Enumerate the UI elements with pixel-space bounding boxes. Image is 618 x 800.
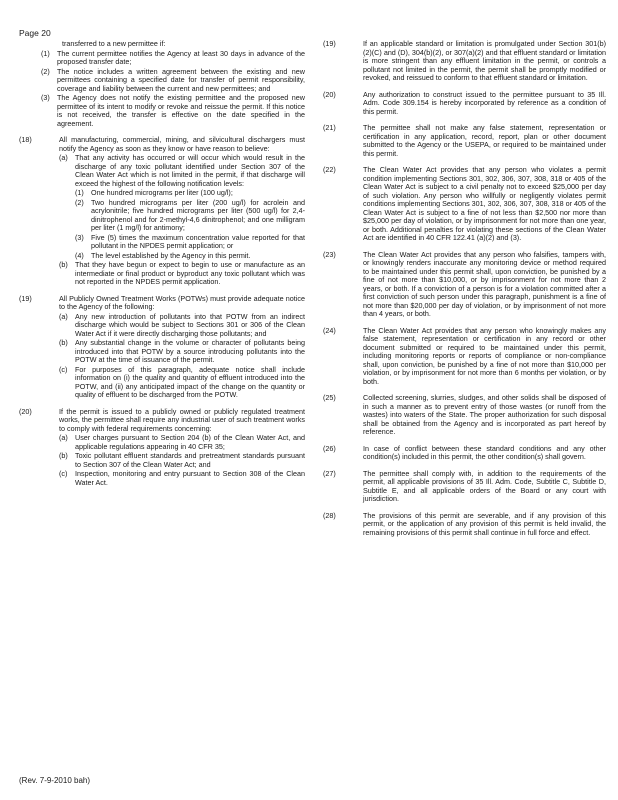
item-text: The permittee shall comply with, in addition to the requirements of the permit, all applicable provisions of 35 Ill. Adm. Code, Subtitle C, Subtitle D, Subtitle E, and all applicable orders of the Board or any court with jurisdiction.: [363, 468, 606, 503]
condition-24: [323, 327, 606, 387]
condition-26: [323, 445, 606, 462]
item-text: Any substantial change in the volume or character of pollutants being introduced into that POTW by a source introducing pollutants into the POTW at the time of issuance of the permit.: [75, 338, 305, 364]
condition-21: [323, 124, 606, 158]
item-label: (1): [41, 48, 50, 58]
page-number: Page 20: [19, 28, 51, 38]
item-number: (19): [19, 293, 32, 303]
condition-27: [323, 470, 606, 504]
condition-23: [323, 251, 606, 319]
list-item: [59, 452, 305, 469]
item-number: (23): [323, 249, 336, 259]
list-item: [59, 470, 305, 487]
condition-20-left: [19, 408, 305, 488]
list-item: [75, 234, 305, 251]
condition-19-left: [19, 295, 305, 400]
item-text: The notice includes a written agreement between the existing and new permittees containing a specified date for transfer of permit responsibility, coverage and liability between the current and new permittees; and: [57, 66, 305, 93]
item-number: (26): [323, 443, 336, 453]
list-item: [41, 68, 305, 94]
item-text: All Publicly Owned Treatment Works (POTWs) must provide adequate notice to the Agency of the following:: [59, 293, 305, 311]
list-item: [75, 199, 305, 233]
list-item: [75, 189, 305, 198]
item-label: (4): [75, 250, 84, 260]
list-item: [59, 154, 305, 260]
item-text: Toxic pollutant effluent standards and pretreatment standards pursuant to Section 307 of the Clean Water Act; and: [75, 451, 305, 469]
list-item: [59, 261, 305, 287]
item-text: The Agency does not notify the existing permittee and the proposed new permittee of its intent to modify or revoke and reissue the permit. If this notice is not received, the transfer is effective on the date specified in the agreement.: [57, 93, 305, 128]
item-number: (18): [19, 135, 32, 144]
item-number: (21): [323, 123, 336, 132]
item-text: The Clean Water Act provides that any person who knowingly makes any false statement, representation or certification in any record or other document submitted or required to be maintained under this permit, including monitoring reports or reports of compliance or non-compliance shall, upon conviction, be punished by a fine of not more than $10,000 per violation, or by imprisonment for not more than 6 months per violation, or by both.: [363, 325, 606, 386]
item-label: (3): [41, 93, 50, 102]
item-number: (27): [323, 468, 336, 478]
item-label: (3): [75, 232, 84, 242]
item-text: The current permittee notifies the Agency at least 30 days in advance of the proposed transfer date;: [57, 48, 305, 66]
right-column: [323, 40, 606, 545]
item-text: One hundred micrograms per liter (100 ug/l);: [91, 188, 233, 197]
item-label: (c): [59, 364, 68, 374]
item-text: Inspection, monitoring and entry pursuant to Section 308 of the Clean Water Act.: [75, 469, 305, 487]
item-text: The permittee shall not make any false statement, representation or certification in any application, record, report, plan or other document submitted to the Agency or the USEPA, or required to be maintained under this permit.: [363, 123, 606, 158]
item-text: Collected screening, slurries, sludges, and other solids shall be disposed of in such a manner as to prevent entry of those wastes (or runoff from the wastes) into waters of the State. The proper authorization for such disposal shall be obtained from the Agency and is incorporated as part hereof by reference.: [363, 393, 606, 436]
list-item: [59, 339, 305, 365]
item-number: (20): [19, 406, 32, 416]
item-label: (a): [59, 311, 68, 321]
item-text: Any new introduction of pollutants into that POTW from an indirect discharge which would be subject to Sections 301 or 306 of the Clean Water Act if it were directly discharging those pollutants; and: [75, 311, 305, 338]
item-text: The Clean Water Act provides that any person who falsifies, tampers with, or knowingly renders inaccurate any monitoring device or method required to be maintained under this permit shall, upon conviction, be punished by a fine of not more than $10,000, or by imprisonment for not more than 2 years, or both. If a conviction of a person is for a violation committed after a first conviction of such person under this paragraph, punishment is a fine of not more than $20,000 per day of violation, or by imprisonment of not more than 4 years, or both.: [363, 249, 606, 318]
item-number: (24): [323, 325, 336, 335]
condition-28: [323, 512, 606, 538]
item-text: That they have begun or expect to begin to use or manufacture as an intermediate or final product or byproduct any toxic pollutant which was not reported in the NPDES permit application.: [75, 260, 305, 286]
list-item: [59, 313, 305, 339]
item-label: (b): [59, 338, 68, 347]
list-item: [41, 50, 305, 67]
item-label: (c): [59, 469, 68, 478]
continued-intro: transferred to a new permittee if:: [62, 39, 166, 48]
list-item: [59, 434, 305, 451]
item-label: (b): [59, 260, 68, 269]
item-number: (20): [323, 89, 336, 99]
item-text: In case of conflict between these standard conditions and any other condition(s) included in this permit, the other condition(s) shall govern.: [363, 443, 606, 461]
item-text: If the permit is issued to a publicly owned or publicly regulated treatment works, the permittee shall require any industrial user of such treatment works to comply with federal requirements concerning:: [59, 406, 305, 433]
condition-22: [323, 166, 606, 243]
item-text: Two hundred micrograms per liter (200 ug/l) for acrolein and acrylonitrile; five hundred micrograms per liter (500 ug/l) for 2,4-dinitrophenol and for 2-methyl-4,6 dinitrophenol; and one milligram per liter (1 mg/l) for antimony;: [91, 197, 305, 232]
revision-note: (Rev. 7-9-2010 bah): [19, 776, 90, 785]
item-number: (25): [323, 393, 336, 402]
item-text: That any activity has occurred or will occur which would result in the discharge of any toxic pollutant identified under Section 307 of the Clean Water Act which is not limited in the permit, if that discharge will exceed the highest of the following notification levels:: [75, 153, 305, 188]
condition-18-left: [19, 136, 305, 287]
left-column: [19, 40, 305, 495]
item-text: User charges pursuant to Section 204 (b) of the Clean Water Act, and applicable regulations appearing in 40 CFR 35;: [75, 433, 305, 451]
item-number: (19): [323, 39, 336, 48]
item-label: (2): [41, 66, 50, 76]
item-label: (1): [75, 188, 84, 197]
item-label: (a): [59, 433, 68, 442]
item-text: Any authorization to construct issued to the permittee pursuant to 35 Ill. Adm. Code 309.154 is hereby incorporated by reference as a condition of this permit.: [363, 89, 606, 116]
item-text: For purposes of this paragraph, adequate notice shall include information on (i) the quality and quantity of effluent introduced into the POTW, and (ii) any anticipated impact of the change on the quantity or quality of effluent to be discharged from the POTW.: [75, 364, 305, 399]
item-text: The provisions of this permit are severable, and if any provision of this permit, or the application of any provision of this permit is held invalid, the remaining provisions of this permit shall continue in full force and effect.: [363, 510, 606, 537]
item-label: (b): [59, 451, 68, 460]
continued-subitems: [41, 50, 305, 129]
list-item: [59, 366, 305, 400]
condition-19-right: [323, 40, 606, 83]
item-number: (28): [323, 510, 336, 520]
list-item: [41, 94, 305, 128]
condition-20-right: [323, 91, 606, 117]
item-text: Five (5) times the maximum concentration value reported for that pollutant in the NPDES permit application; or: [91, 232, 305, 250]
item-text: The level established by the Agency in this permit.: [91, 250, 251, 260]
item-label: (a): [59, 153, 68, 162]
item-text: The Clean Water Act provides that any person who violates a permit condition implementing Sections 301, 302, 306, 307, 308, 318 or 405 of the Clean Water Act is subject to a civil penalty not to exceed $25,000 per day of such violation. Any person who willfully or negligently violates permit conditions implementing Sections 301, 302, 306, 307, 308, 318 or 405 of the Clean Water Act is subject to a fine of not less than $2,500 nor more than $25,000 per day of violation, or by imprisonment for not more than one year, or both. Additional penalties for violating these sections of the Clean Water Act are identified in 40 CFR 122.41 (a)(2) and (3).: [363, 165, 606, 242]
condition-25: [323, 394, 606, 437]
list-item: [75, 252, 305, 261]
item-label: (2): [75, 197, 84, 207]
item-text: If an applicable standard or limitation is promulgated under Section 301(b)(2)(C) and (D), 304(b)(2), or 307(a)(2) and that effluent standard or limitation is more stringent than any effluent limitation in the permit, or controls a pollutant not limited in the permit, the permit shall be promptly modified or revoked, and reissued to conform to that effluent standard or limitation.: [363, 39, 606, 82]
item-text: All manufacturing, commercial, mining, and silvicultural dischargers must notify the Agency as soon as they know or have reason to believe:: [59, 135, 305, 153]
item-number: (22): [323, 165, 336, 174]
